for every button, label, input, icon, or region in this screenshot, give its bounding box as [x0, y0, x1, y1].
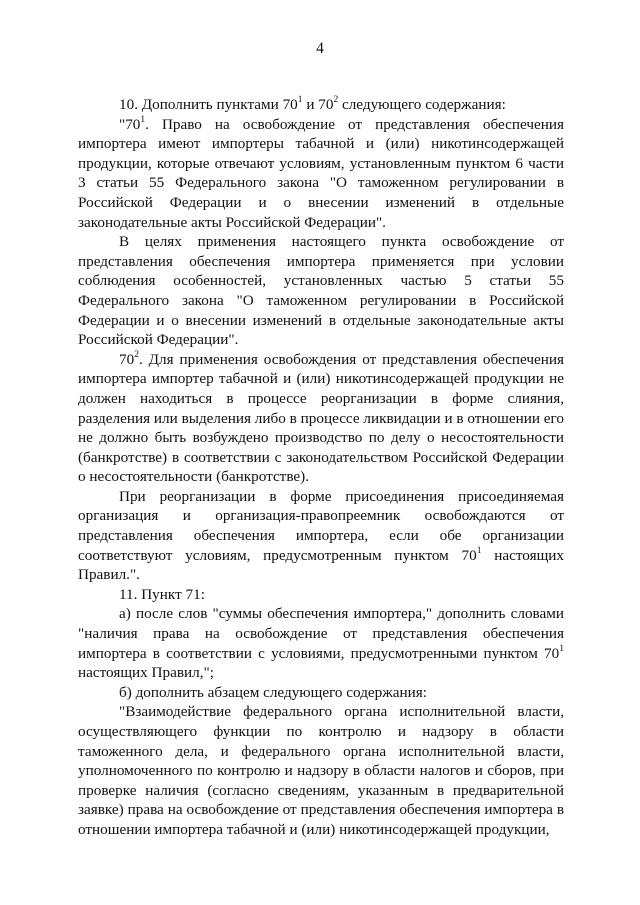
paragraph [78, 232, 564, 350]
paragraph [78, 487, 564, 585]
text-run: "70 [119, 115, 141, 133]
text-run: следующего содержания: [338, 96, 506, 113]
text-run: и 70 [302, 96, 334, 113]
text-run: а) после слов "суммы обеспечения импортера," дополнить словами "наличия права на освобождение от представления обеспечения импортера в соответствии с условиями, предусмотренными пунктом 70 [78, 605, 564, 662]
text-run: В целях применения настоящего пункта освобождение от представления обеспечения импортера применяется при условии соблюдения особенностей, установленных частью 5 статьи 55 Федерального закона "О таможенном регулировании в Российской Федерации и о внесении изменений в отдельные законодательные акты Российской Федерации". [78, 233, 564, 349]
text-run: настоящих Правил.". [78, 546, 564, 584]
paragraph [78, 683, 564, 703]
text-run: . Право на освобождение от представления обеспечения импортера имеют импортеры табачной и (или) никотинсодержащей продукции, которые отвечают условиям, установленным пунктом 6 части 3 статьи 55 Федерального закона "О таможенном регулировании в Российской Федерации и о внесении изменений в отдельные законодательные акты Российской Федерации". [78, 115, 564, 231]
text-run: б) дополнить абзацем следующего содержания: [119, 683, 427, 701]
superscript-text: 1 [476, 545, 482, 556]
document-body [78, 95, 564, 840]
text-run: 11. Пункт 71: [119, 585, 205, 603]
superscript-text: 1 [297, 94, 303, 105]
superscript-text: 1 [140, 114, 146, 125]
superscript-text: 2 [134, 349, 139, 360]
text-run: 70 [119, 350, 135, 368]
paragraph [78, 585, 564, 605]
text-run: настоящих Правил,"; [78, 664, 214, 682]
paragraph [78, 604, 564, 682]
paragraph [78, 702, 564, 839]
superscript-text: 1 [559, 643, 564, 654]
text-run: . Для применения освобождения от представления обеспечения импортера импортер табачной и (или) никотинсодержащей продукции не должен находиться в процессе реорганизации в форме слияния, разделения или выделения либо в процессе ликвидации и в отношении его не должно быть возбуждено производство по делу о несостоятельности (банкротстве) в соответствии с законодательством Российской Федерации о несостоятельности (банкротстве). [78, 350, 564, 486]
text-run: 10. Дополнить пунктами 70 [119, 96, 298, 113]
page-number: 4 [316, 40, 324, 57]
paragraph [78, 95, 564, 115]
paragraph [78, 350, 564, 487]
text-run: При реорганизации в форме присоединения присоединяемая организация и организация-правопреемник освобождаются от представления обеспечения импортера, если обе организации соответствуют условиям, предусмотренным пунктом 70 [78, 487, 564, 564]
paragraph [78, 115, 564, 233]
superscript-text: 2 [333, 94, 339, 105]
text-run: "Взаимодействие федерального органа исполнительной власти, осуществляющего функции по контролю и надзору в области таможенного дела, и федерального органа исполнительной власти, уполномоченного по контролю и надзору в области налогов и сборов, при проверке наличия (согласно сведениям, указанным в предварительной заявке) права на освобождение от представления обеспечения импортера в отношении импортера табачной и (или) никотинсодержащей продукции, [78, 703, 564, 838]
